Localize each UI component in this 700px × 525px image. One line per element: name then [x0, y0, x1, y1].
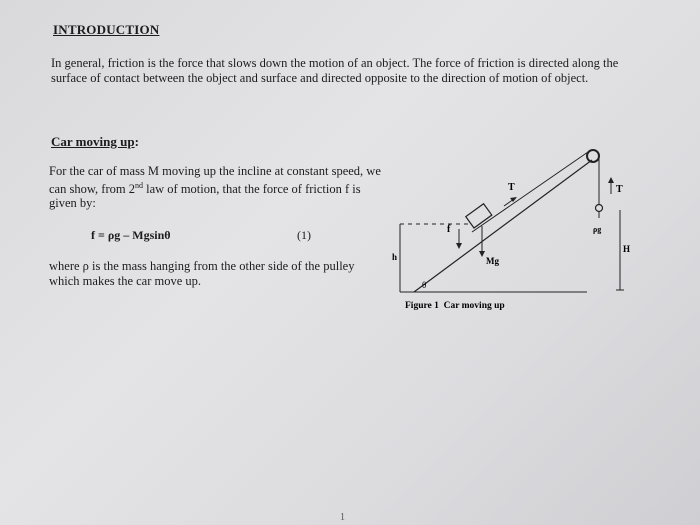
subsection-heading: [51, 134, 139, 150]
tension-label: T: [508, 182, 515, 193]
friction-equation: f = ρg – Mgsinθ: [91, 228, 171, 242]
explanation-paragraph: where ρ is the mass hanging from the other side of the pulley which makes the car move up.: [49, 259, 355, 288]
derivation-paragraph: [49, 164, 389, 211]
derivation-text-end: law of motion, that the force of friction f is given by:: [49, 181, 361, 211]
angle-label: θ: [422, 280, 427, 290]
hanging-weight-label: ρg: [593, 225, 602, 234]
height-h-label: h: [392, 252, 398, 262]
friction-label: f: [447, 224, 451, 235]
equation-number: (1): [297, 228, 311, 242]
rope-line: [472, 152, 588, 232]
height-H-label: H: [623, 244, 631, 254]
weight-label: Mg: [486, 256, 499, 266]
subsection-heading-text: Car moving up: [51, 134, 135, 149]
ordinal-superscript: nd: [134, 180, 143, 190]
section-heading: INTRODUCTION: [53, 22, 160, 37]
subsection-heading-colon: :: [134, 134, 139, 149]
car-block: [466, 204, 492, 228]
hanging-mass: [596, 205, 603, 212]
derivation-text-start: For the car of mass M moving up the incline at constant speed, we can show, from 2: [49, 164, 381, 196]
pulley: [587, 150, 599, 162]
figure-caption: Figure 1 Car moving up: [405, 301, 505, 311]
page-number: 1: [340, 512, 345, 523]
incline-diagram: [392, 144, 642, 314]
intro-paragraph: In general, friction is the force that slows down the motion of an object. The force of friction is directed along the surface of contact between the object and surface and directed opposite to the direction of motion of object.: [51, 56, 619, 85]
incline-surface: [414, 160, 592, 292]
hanging-tension-label: T: [616, 184, 623, 195]
